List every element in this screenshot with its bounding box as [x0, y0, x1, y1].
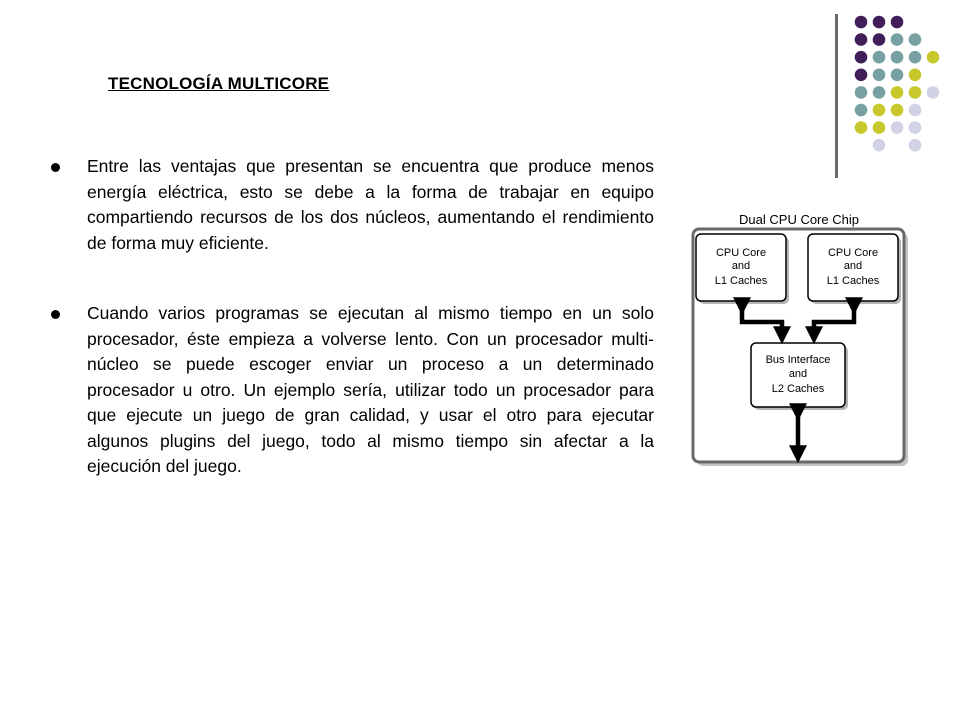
bullet-item: Cuando varios programas se ejecutan al mismo tiempo en un solo procesador, éste empieza a volverse lento. Con un procesador multi-núcleo se puede escoger enviar un proceso a un determinado procesador u otro. Un ejemplo sería, utilizar todo un procesador para que ejecute un juego de gran calidad, y usar el otro para ejecutar algunos plugins del juego, todo al mismo tiempo sin afectar a la ejecución del juego. — [50, 301, 654, 480]
decorative-dot — [855, 104, 868, 117]
decorative-dot — [909, 121, 922, 134]
core-right-label: L1 Caches — [826, 275, 880, 287]
decorative-dot — [909, 139, 922, 152]
diagram-title: Dual CPU Core Chip — [739, 212, 859, 227]
decorative-dot — [873, 16, 886, 29]
decorative-dot — [927, 51, 940, 64]
decorative-dot — [855, 33, 868, 46]
core-left-label: and — [731, 260, 751, 272]
decorative-dot — [891, 121, 904, 134]
decorative-dot — [873, 139, 886, 152]
dual-cpu-core-chip-diagram — [686, 206, 911, 468]
decorative-dot — [909, 86, 922, 99]
decorative-dot — [873, 33, 886, 46]
decorative-dot — [909, 104, 922, 117]
decorative-dot — [909, 69, 922, 82]
decorative-dot — [909, 51, 922, 64]
decorative-dot — [891, 51, 904, 64]
decorative-dot — [873, 51, 886, 64]
decorative-dot — [873, 69, 886, 82]
decorative-dot — [891, 69, 904, 82]
decorative-dot — [891, 86, 904, 99]
decorative-dot — [855, 121, 868, 134]
decorative-dot — [927, 86, 940, 99]
decorative-dot — [873, 121, 886, 134]
core-right-label: CPU Core — [827, 247, 879, 259]
core-left-label: CPU Core — [715, 247, 767, 259]
slide-title: TECNOLOGÍA MULTICORE — [108, 74, 330, 93]
bus-label: L2 Caches — [771, 383, 825, 395]
decorative-dot — [855, 51, 868, 64]
core-left-label: L1 Caches — [714, 275, 768, 287]
decorative-dot — [891, 16, 904, 29]
decorative-dot — [855, 69, 868, 82]
bus-label: Bus Interface — [765, 354, 831, 366]
decorative-dot — [891, 33, 904, 46]
bus-label: and — [788, 368, 808, 380]
bullet-item: Entre las ventajas que presentan se encuentra que produce menos energía eléctrica, esto se debe a la forma de trabajar en equipo compartiendo recursos de los dos núcleos, aumentando el rendimiento de forma muy eficiente. — [50, 154, 654, 256]
decorative-dot — [873, 104, 886, 117]
decorative-dot — [855, 86, 868, 99]
decorative-dot — [909, 33, 922, 46]
decorative-dot — [855, 16, 868, 29]
decorative-dot-grid — [0, 0, 960, 200]
decorative-dot — [873, 86, 886, 99]
core-right-label: and — [843, 260, 863, 272]
decorative-dot — [891, 104, 904, 117]
bullet-list — [50, 154, 654, 480]
